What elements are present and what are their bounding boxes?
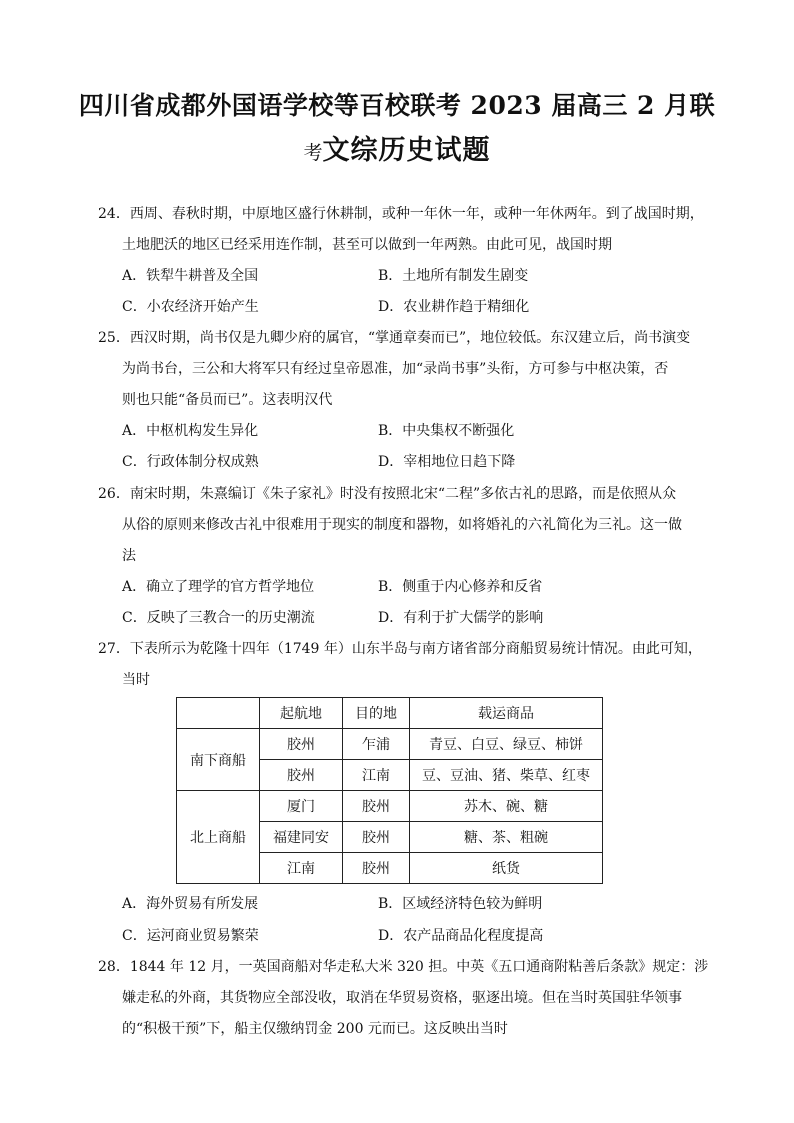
table-cell: 胶州 bbox=[343, 822, 410, 853]
q24-option-c[interactable]: C．小农经济开始产生 bbox=[122, 299, 259, 315]
table-cell: 乍浦 bbox=[343, 729, 410, 760]
q26-stem-line2: 从俗的原则来修改古礼中很难用于现实的制度和器物，如将婚礼的六礼简化为三礼。这一做 bbox=[122, 517, 682, 533]
q25-stem-line1: 25．西汉时期，尚书仅是九卿少府的属官，“掌通章奏而已”，地位较低。东汉建立后，尚书演变 bbox=[98, 330, 691, 346]
table-cell: 苏木、碗、糖 bbox=[410, 791, 603, 822]
q27-stem-line1: 27．下表所示为乾隆十四年（1749 年）山东半岛与南方诸省部分商船贸易统计情况。由此可知， bbox=[98, 641, 702, 657]
q26-stem-line3: 法 bbox=[122, 548, 136, 564]
table-cell: 江南 bbox=[343, 760, 410, 791]
q27-stem-line2: 当时 bbox=[122, 672, 150, 688]
table-cell: 胶州 bbox=[343, 791, 410, 822]
table-header-row bbox=[177, 698, 603, 729]
q25-option-b[interactable]: B．中央集权不断强化 bbox=[378, 423, 515, 439]
q25-option-a[interactable]: A．中枢机构发生异化 bbox=[122, 423, 259, 439]
q28-stem-line1: 28．1844 年 12 月，一英国商船对华走私大米 320 担。中英《五口通商附粘善后条款》规定：涉 bbox=[98, 959, 709, 975]
q27-option-b[interactable]: B．区域经济特色较为鲜明 bbox=[378, 896, 543, 912]
table-cell: 豆、豆油、猪、柴草、红枣 bbox=[410, 760, 603, 791]
table-cell: 糖、茶、粗碗 bbox=[410, 822, 603, 853]
q25-option-d[interactable]: D．宰相地位日趋下降 bbox=[378, 454, 516, 470]
exam-title-line2-main: 文综历史试题 bbox=[322, 135, 491, 166]
table-cell: 江南 bbox=[260, 853, 343, 884]
q28-stem-line2: 嫌走私的外商，其货物应全部没收，取消在华贸易资格，驱逐出境。但在当时英国驻华领事 bbox=[122, 990, 682, 1006]
table-group-northbound: 北上商船 bbox=[177, 791, 260, 884]
q24-option-b[interactable]: B．土地所有制发生剧变 bbox=[378, 268, 529, 284]
q26-stem-line1: 26．南宋时期，朱熹编订《朱子家礼》时没有按照北宋“二程”多依古礼的思路，而是依照从众 bbox=[98, 486, 677, 502]
q26-option-d[interactable]: D．有利于扩大儒学的影响 bbox=[378, 610, 544, 626]
q26-option-b[interactable]: B．侧重于内心修养和反省 bbox=[378, 579, 543, 595]
q28-stem-line3: 的“积极干预”下，船主仅缴纳罚金 200 元而已。这反映出当时 bbox=[122, 1021, 508, 1037]
table-cell: 胶州 bbox=[343, 853, 410, 884]
table-header-destination: 目的地 bbox=[343, 698, 410, 729]
table-group-southbound: 南下商船 bbox=[177, 729, 260, 791]
table-cell: 纸货 bbox=[410, 853, 603, 884]
q25-stem-line3: 则也只能“备员而已”。这表明汉代 bbox=[122, 392, 333, 408]
q25-option-c[interactable]: C．行政体制分权成熟 bbox=[122, 454, 259, 470]
q24-option-d[interactable]: D．农业耕作趋于精细化 bbox=[378, 299, 530, 315]
table-header-blank bbox=[177, 698, 260, 729]
exam-title-line2-prefix: 考 bbox=[303, 142, 323, 164]
table-header-origin: 起航地 bbox=[260, 698, 343, 729]
q27-option-c[interactable]: C．运河商业贸易繁荣 bbox=[122, 928, 259, 944]
exam-title-line1: 四川省成都外国语学校等百校联考 2023 届高三 2 月联 bbox=[78, 91, 716, 120]
q24-stem-line2: 土地肥沃的地区已经采用连作制，甚至可以做到一年两熟。由此可见，战国时期 bbox=[122, 237, 612, 253]
table-header-goods: 载运商品 bbox=[410, 698, 603, 729]
q27-option-d[interactable]: D．农产品商品化程度提高 bbox=[378, 928, 544, 944]
table-row bbox=[177, 791, 603, 822]
table-cell: 胶州 bbox=[260, 729, 343, 760]
exam-title-line2 bbox=[60, 128, 734, 167]
q25-stem-line2: 为尚书台，三公和大将军只有经过皇帝恩准，加“录尚书事”头衔，方可参与中枢决策，否 bbox=[122, 361, 669, 377]
table-cell: 青豆、白豆、绿豆、柿饼 bbox=[410, 729, 603, 760]
trade-statistics-table bbox=[176, 697, 603, 884]
q24-stem-line1: 24．西周、春秋时期，中原地区盛行休耕制，或种一年休一年，或种一年休两年。到了战国时期， bbox=[98, 206, 704, 222]
q24-option-a[interactable]: A．铁犁牛耕普及全国 bbox=[122, 268, 259, 284]
table-cell: 胶州 bbox=[260, 760, 343, 791]
q26-option-a[interactable]: A．确立了理学的官方哲学地位 bbox=[122, 579, 315, 595]
table-cell: 厦门 bbox=[260, 791, 343, 822]
q26-option-c[interactable]: C．反映了三教合一的历史潮流 bbox=[122, 610, 315, 626]
q27-option-a[interactable]: A．海外贸易有所发展 bbox=[122, 896, 259, 912]
table-row bbox=[177, 729, 603, 760]
table-cell: 福建同安 bbox=[260, 822, 343, 853]
